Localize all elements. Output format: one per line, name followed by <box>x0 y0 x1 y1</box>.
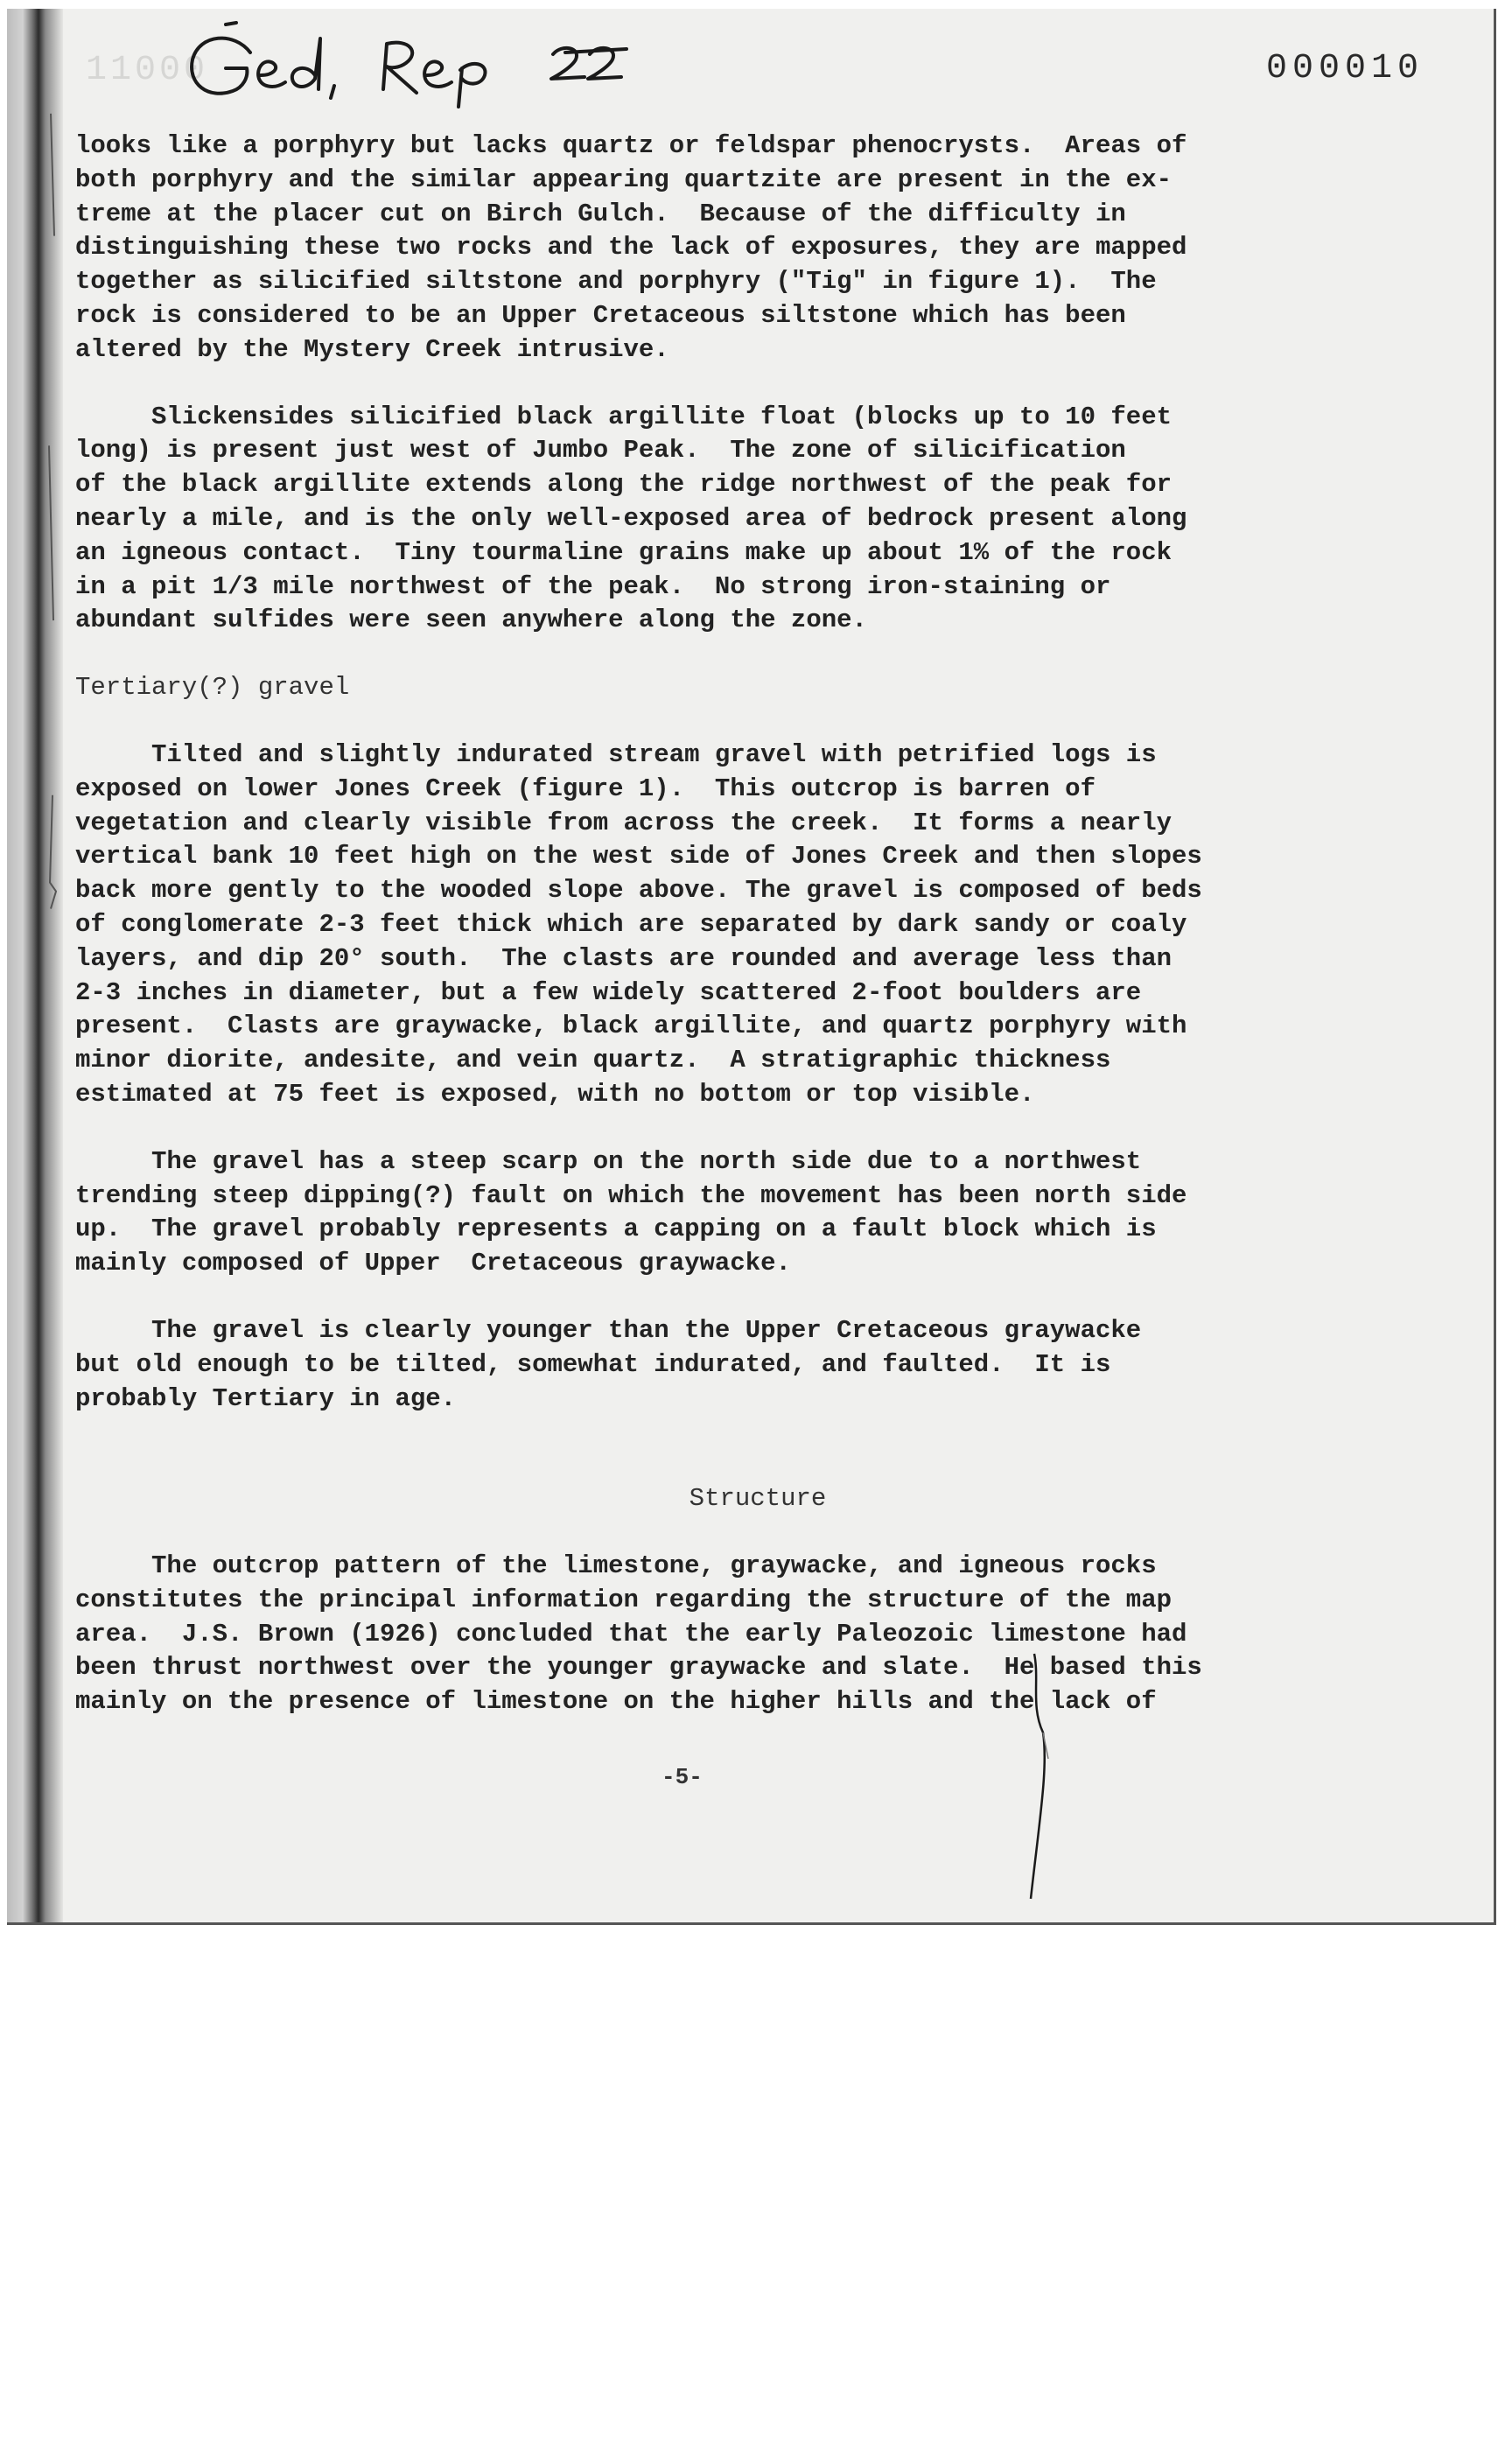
text-line: mainly composed of Upper Cretaceous graywacke. <box>75 1249 791 1278</box>
text-line: present. Clasts are graywacke, black argillite, and quartz porphyry with <box>75 1012 1187 1041</box>
binding-edge <box>7 9 63 1922</box>
text-line: nearly a mile, and is the only well-exposed area of bedrock present along <box>75 503 1187 533</box>
text-line: but old enough to be tilted, somewhat indurated, and faulted. It is <box>75 1349 1111 1379</box>
paragraph-6 <box>75 1550 1440 1719</box>
text-line: area. J.S. Brown (1926) concluded that the early Paleozoic limestone had <box>75 1619 1187 1648</box>
text-line: an igneous contact. Tiny tourmaline grains make up about 1% of the rock <box>75 537 1172 567</box>
paragraph-3 <box>75 738 1440 1112</box>
text-line: trending steep dipping(?) fault on which the movement has been north side <box>75 1180 1187 1210</box>
text-line: treme at the placer cut on Birch Gulch. Because of the difficulty in <box>75 199 1126 228</box>
pen-stroke-mark <box>1004 1645 1074 1908</box>
text-line: long) is present just west of Jumbo Peak. The zone of silicification <box>75 436 1126 466</box>
text-line: together as silicified siltstone and porphyry ("Tig" in figure 1). The <box>75 267 1157 297</box>
text-line: layers, and dip 20° south. The clasts are rounded and average less than <box>75 943 1172 973</box>
section-subheading: Tertiary(?) gravel <box>75 673 350 703</box>
text-line: The gravel is clearly younger than the Upper Cretaceous graywacke <box>75 1315 1142 1345</box>
paragraph-5 <box>75 1314 1440 1416</box>
faded-stamp-number: 11000 <box>86 51 209 90</box>
text-line: both porphyry and the similar appearing quartzite are present in the ex- <box>75 164 1172 194</box>
text-line: mainly on the presence of limestone on the higher hills and the lack of <box>75 1687 1157 1717</box>
document-body <box>75 130 1440 1719</box>
handwritten-note <box>86 14 716 110</box>
text-line: distinguishing these two rocks and the lack of exposures, they are mapped <box>75 233 1187 262</box>
text-line: abundant sulfides were seen anywhere along the zone. <box>75 606 867 635</box>
paragraph-2 <box>75 401 1440 639</box>
document-page <box>7 9 1496 1925</box>
text-line: Tilted and slightly indurated stream gravel with petrified logs is <box>75 739 1157 769</box>
text-line: of conglomerate 2-3 feet thick which are separated by dark sandy or coaly <box>75 909 1187 939</box>
section-heading: Structure <box>689 1484 827 1514</box>
text-line: vertical bank 10 feet high on the west side of Jones Creek and then slopes <box>75 842 1202 872</box>
document-number: 000010 <box>1265 49 1424 88</box>
paragraph-4 <box>75 1145 1440 1281</box>
text-line: The outcrop pattern of the limestone, graywacke, and igneous rocks <box>75 1551 1157 1581</box>
text-line: estimated at 75 feet is exposed, with no bottom or top visible. <box>75 1079 1035 1109</box>
page-number: -5- <box>662 1764 703 1790</box>
text-line: constitutes the principal information regarding the structure of the map <box>75 1585 1172 1614</box>
text-line: The gravel has a steep scarp on the north side due to a northwest <box>75 1146 1142 1176</box>
text-line: Slickensides silicified black argillite float (blocks up to 10 feet <box>75 402 1172 431</box>
handwritten-note-drawing <box>86 14 716 110</box>
text-line: 2-3 inches in diameter, but a few widely scattered 2-foot boulders are <box>75 977 1142 1007</box>
text-line: looks like a porphyry but lacks quartz or feldspar phenocrysts. Areas of <box>75 131 1187 160</box>
text-line: vegetation and clearly visible from across the creek. It forms a nearly <box>75 808 1172 837</box>
text-line: up. The gravel probably represents a capping on a fault block which is <box>75 1214 1157 1244</box>
text-line: of the black argillite extends along the ridge northwest of the peak for <box>75 470 1172 500</box>
text-line: in a pit 1/3 mile northwest of the peak. No strong iron-staining or <box>75 571 1111 601</box>
text-line: been thrust northwest over the younger graywacke and slate. He based this <box>75 1653 1202 1683</box>
paragraph-1 <box>75 130 1440 368</box>
text-line: minor diorite, andesite, and vein quartz. A stratigraphic thickness <box>75 1046 1111 1075</box>
text-line: rock is considered to be an Upper Cretaceous siltstone which has been <box>75 300 1126 330</box>
text-line: back more gently to the wooded slope above. The gravel is composed of beds <box>75 876 1202 906</box>
text-line: altered by the Mystery Creek intrusive. <box>75 334 669 364</box>
text-line: exposed on lower Jones Creek (figure 1). This outcrop is barren of <box>75 774 1096 803</box>
text-line: probably Tertiary in age. <box>75 1383 457 1413</box>
